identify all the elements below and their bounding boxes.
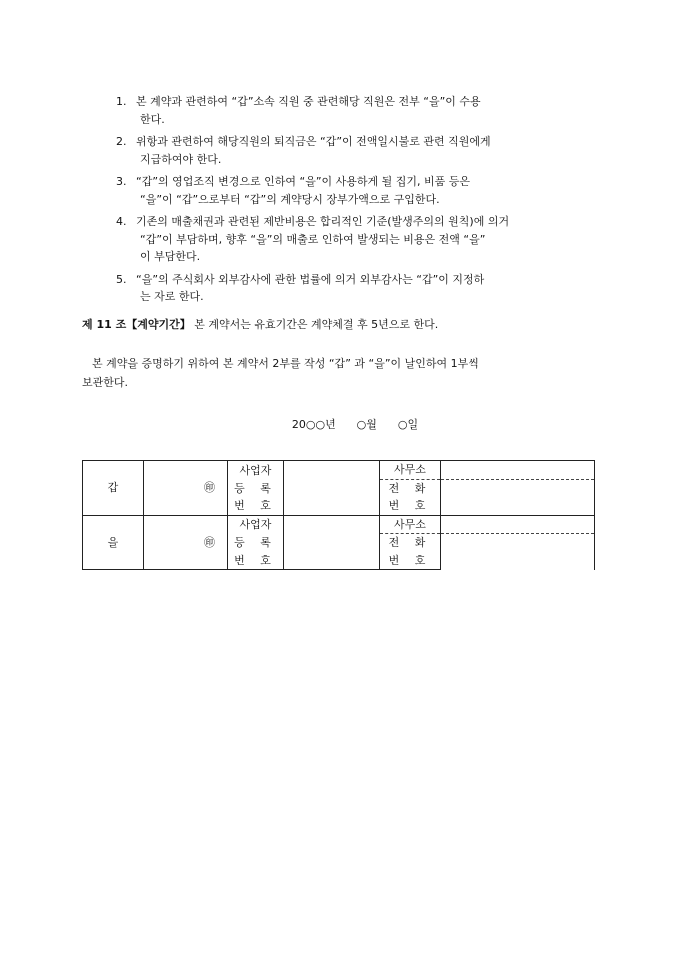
clause-item-1	[116, 93, 604, 128]
clause-text: 본 계약과 관련하여 “갑”소속 직원 중 관련해당 직원은 전부 “을”이 수용	[136, 95, 481, 108]
contract-date: 20○○년 ○월 ○일	[291, 418, 419, 431]
clause-text: 위항과 관련하여 해당직원의 퇴직금은 “갑”이 전액일시불로 관련 직원에게	[136, 135, 491, 148]
article-text: 본 계약서는 유효기간은 계약체결 후 5년으로 한다.	[194, 318, 439, 331]
phone-label: 번 호	[380, 497, 441, 515]
business-reg-label: 사업자	[228, 515, 284, 534]
business-reg-value[interactable]	[284, 461, 380, 516]
office-value[interactable]	[441, 515, 595, 534]
signature-table	[82, 460, 595, 570]
clause-text: 기존의 매출채권과 관련된 제반비용은 합리적인 기준(발생주의의 원칙)에 의거	[136, 215, 510, 228]
clause-text: “을”의 주식회사 외부감사에 관한 법률에 의거 외부감사는 “갑”이 지정하	[136, 272, 485, 286]
business-reg-label: 등 록	[228, 479, 284, 497]
clause-text: 한다.	[140, 112, 165, 126]
phone-label: 전 화	[380, 534, 441, 552]
phone-label: 전 화	[380, 479, 441, 497]
party-name: 갑	[83, 461, 144, 516]
business-reg-label: 번 호	[228, 552, 284, 570]
article-label: 제 11 조【계약기간】	[82, 318, 191, 331]
office-label: 사무소	[380, 461, 441, 480]
office-label: 사무소	[380, 515, 441, 534]
clause-text: “갑”의 영업조직 변경으로 인하여 “을”이 사용하게 될 집기, 비품 등은	[136, 175, 471, 188]
clause-text: 는 자로 한다.	[140, 290, 204, 303]
clause-item-2	[116, 133, 604, 168]
office-value[interactable]	[441, 461, 595, 480]
seal-mark: ㊞	[144, 461, 228, 516]
closing-line-2: 보관한다.	[82, 376, 129, 389]
clause-item-5	[116, 271, 604, 306]
clause-number: 1.	[116, 95, 127, 108]
article-11	[82, 316, 602, 334]
closing-line-1: 본 계약을 증명하기 위하여 본 계약서 2부를 작성 “갑” 과 “을”이 날인하여 1부씩	[92, 357, 479, 370]
clause-text: “갑”이 부담하며, 향후 “을”의 매출로 인하여 발생되는 비용은 전액 “을”	[140, 232, 486, 246]
party-name: 을	[83, 515, 144, 570]
clause-text: “을”이 “갑”으로부터 “갑”의 계약당시 장부가액으로 구입한다.	[140, 192, 440, 206]
clause-number: 4.	[116, 215, 127, 228]
phone-label: 번 호	[380, 552, 441, 570]
phone-value[interactable]	[441, 534, 595, 570]
clause-number: 2.	[116, 135, 127, 148]
clause-number: 3.	[116, 175, 127, 188]
closing-paragraph	[82, 354, 604, 392]
business-reg-label: 등 록	[228, 534, 284, 552]
business-reg-value[interactable]	[284, 515, 380, 570]
clause-number: 5.	[116, 272, 127, 286]
clause-item-4	[116, 213, 604, 266]
business-reg-label: 사업자	[228, 461, 284, 480]
clause-item-3	[116, 173, 604, 208]
seal-mark: ㊞	[144, 515, 228, 570]
clause-text: 지급하여야 한다.	[140, 152, 222, 166]
business-reg-label: 번 호	[228, 497, 284, 515]
clause-list	[116, 93, 604, 311]
phone-value[interactable]	[441, 479, 595, 515]
clause-text: 이 부담한다.	[140, 250, 201, 263]
